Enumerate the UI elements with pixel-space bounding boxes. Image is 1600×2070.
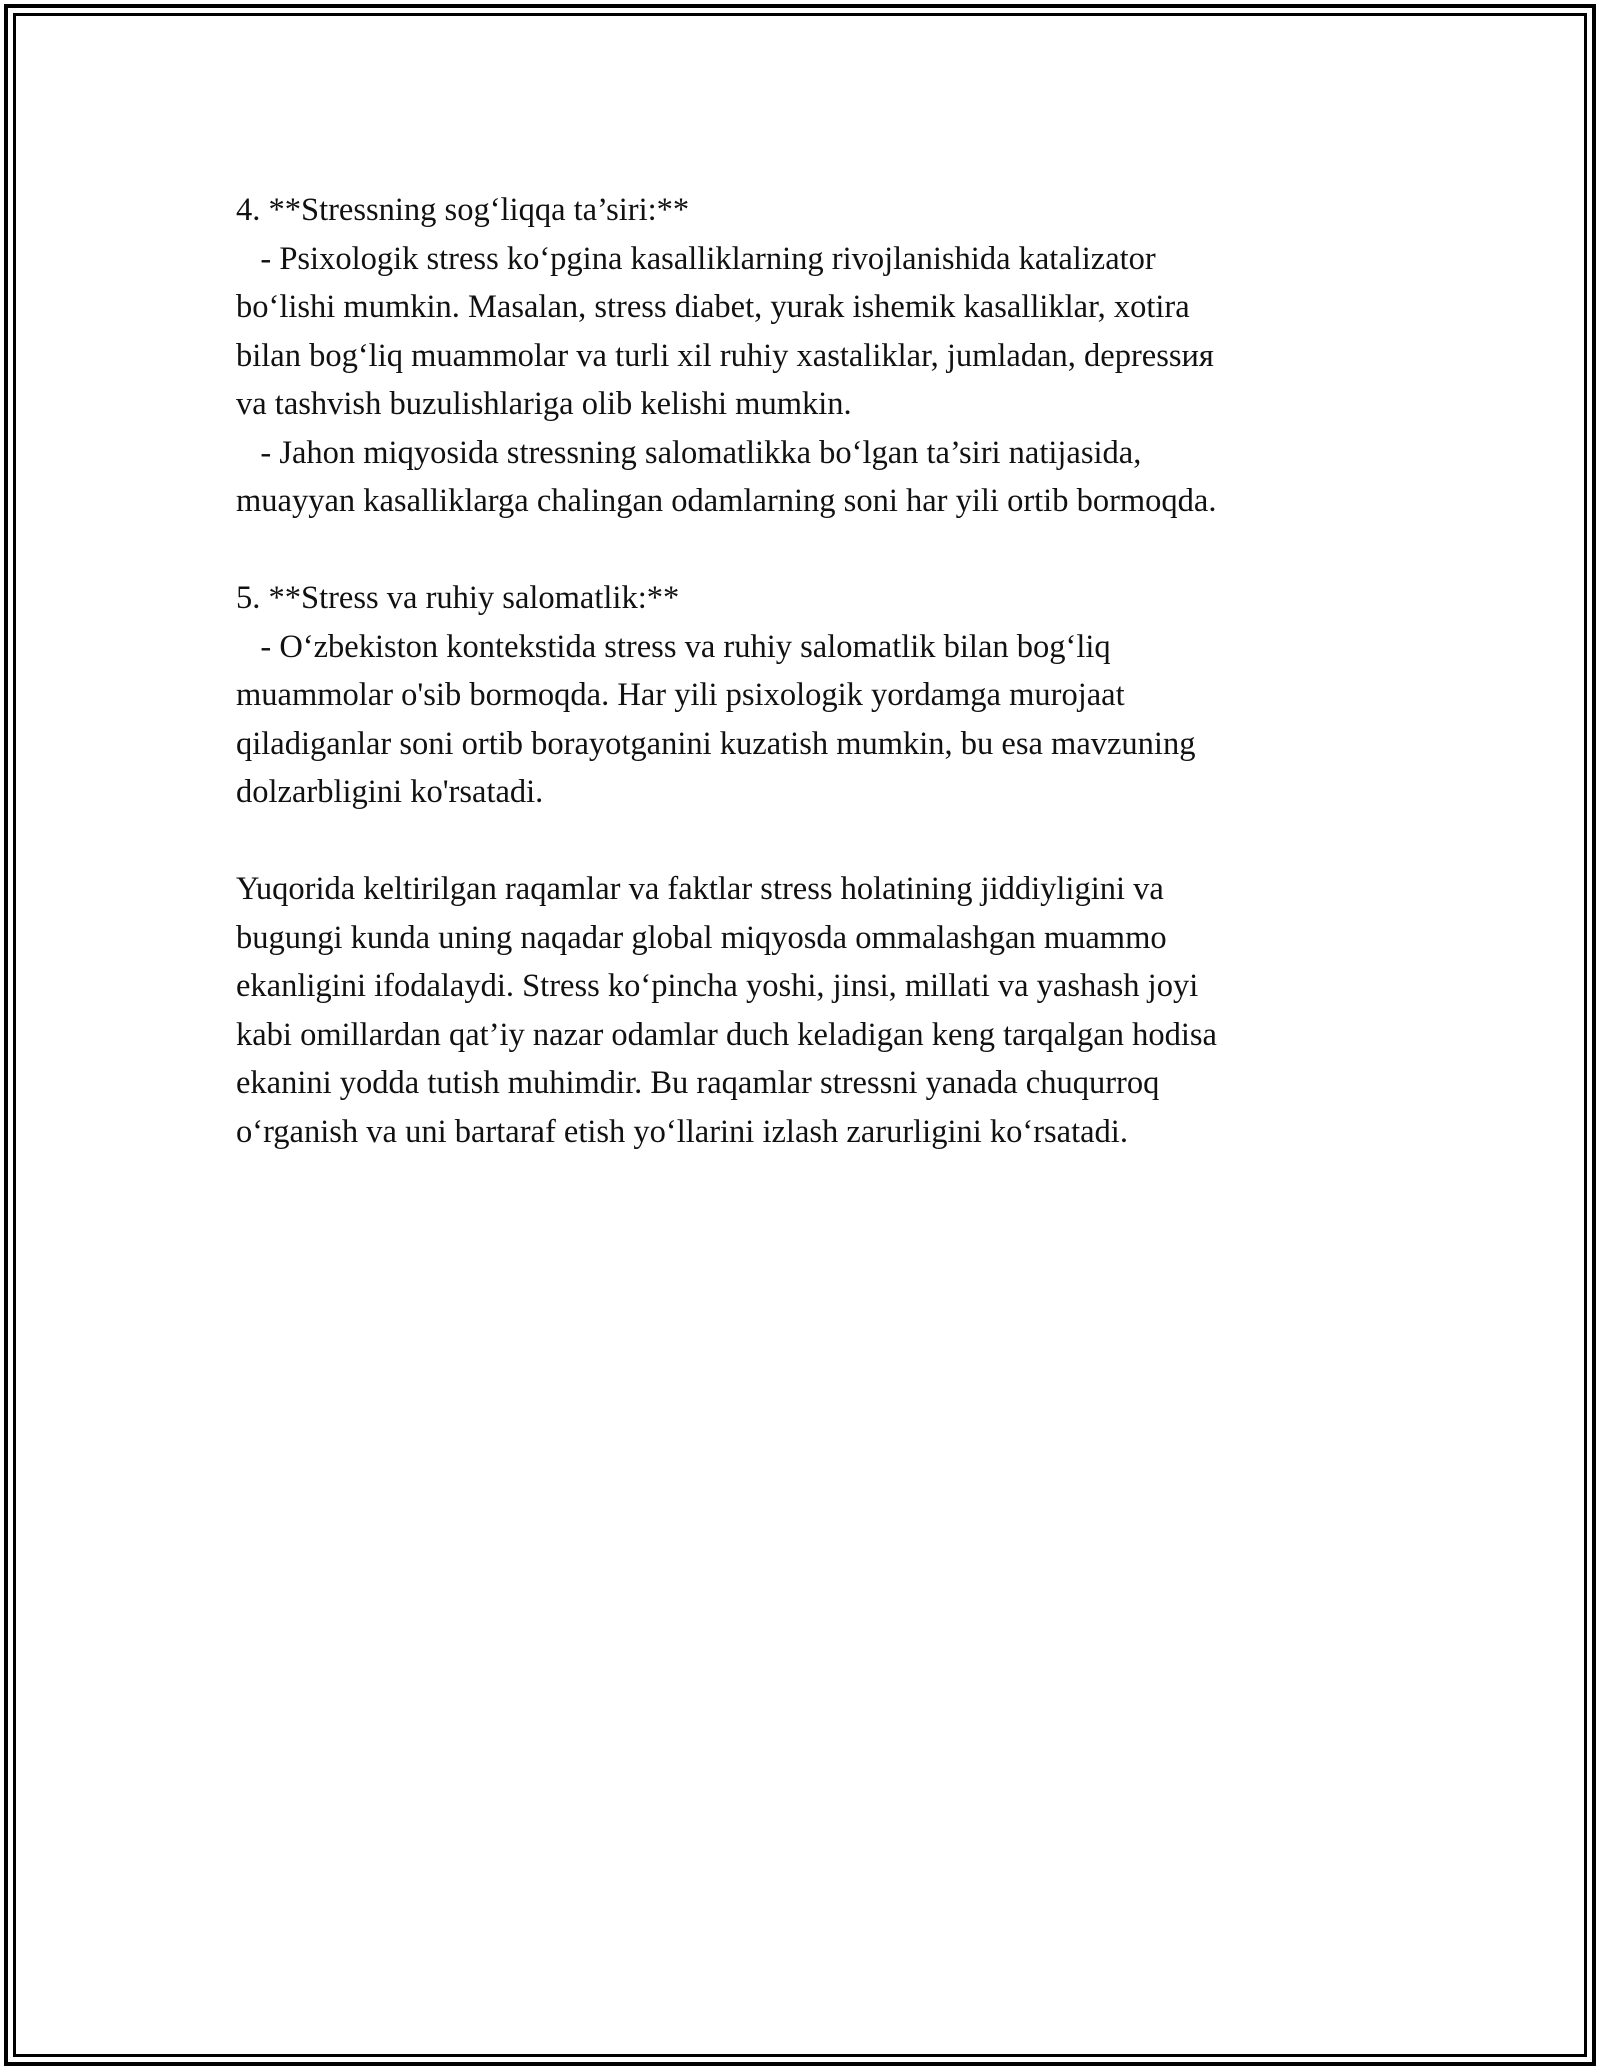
paragraph-line: o‘rganish va uni bartaraf etish yo‘llarini izlash zarurligini ko‘rsatadi. bbox=[236, 1113, 1128, 1150]
paragraph-line: - Jahon miqyosida stressning salomatlikka bo‘lgan ta’siri natijasida, bbox=[236, 434, 1142, 471]
paragraph-line: ekanini yodda tutish muhimdir. Bu raqamlar stressni yanada chuqurroq bbox=[236, 1065, 1160, 1101]
section-4-bullet-2 bbox=[236, 429, 1366, 526]
paragraph-gap bbox=[236, 817, 1366, 866]
section-4-bullet-1 bbox=[236, 235, 1366, 429]
conclusion-paragraph bbox=[236, 865, 1366, 1156]
paragraph-line: kabi omillardan qat’iy nazar odamlar duch keladigan keng tarqalgan hodisa bbox=[236, 1016, 1217, 1053]
paragraph-line: - Psixologik stress ko‘pgina kasalliklarning rivojlanishida katalizator bbox=[236, 240, 1156, 277]
paragraph-gap bbox=[236, 526, 1366, 575]
paragraph-line: qiladiganlar soni ortib borayotganini kuzatish mumkin, bu esa mavzuning bbox=[236, 725, 1196, 762]
paragraph-line: dolzarbligini ko'rsatadi. bbox=[236, 774, 544, 810]
section-4 bbox=[236, 186, 1366, 526]
section-5 bbox=[236, 574, 1366, 817]
paragraph-line: bugungi kunda uning naqadar global miqyosda ommalashgan muammo bbox=[236, 919, 1167, 956]
paragraph-line: ekanligini ifodalaydi. Stress ko‘pincha yoshi, jinsi, millati va yashash joyi bbox=[236, 968, 1199, 1004]
paragraph-line: bo‘lishi mumkin. Masalan, stress diabet, yurak ishemik kasalliklar, xotira bbox=[236, 289, 1190, 325]
paragraph-line: muayyan kasalliklarga chalingan odamlarning soni har yili ortib bormoqda. bbox=[236, 483, 1217, 519]
paragraph-line: muammolar o'sib bormoqda. Har yili psixologik yordamga murojaat bbox=[236, 677, 1125, 713]
document-body bbox=[236, 186, 1366, 1156]
section-5-bullet-1 bbox=[236, 623, 1366, 817]
paragraph-line: va tashvish buzulishlariga olib kelishi mumkin. bbox=[236, 386, 852, 422]
section-5-heading: 5. **Stress va ruhiy salomatlik:** bbox=[236, 580, 680, 616]
paragraph-line: - O‘zbekiston kontekstida stress va ruhiy salomatlik bilan bog‘liq bbox=[236, 628, 1111, 665]
section-4-heading: 4. **Stressning sog‘liqqa ta’siri:** bbox=[236, 192, 690, 228]
paragraph-line: bilan bog‘liq muammolar va turli xil ruhiy xastaliklar, jumladan, depressия bbox=[236, 337, 1214, 374]
paragraph-line: Yuqorida keltirilgan raqamlar va faktlar stress holatining jiddiyligini va bbox=[236, 871, 1164, 907]
